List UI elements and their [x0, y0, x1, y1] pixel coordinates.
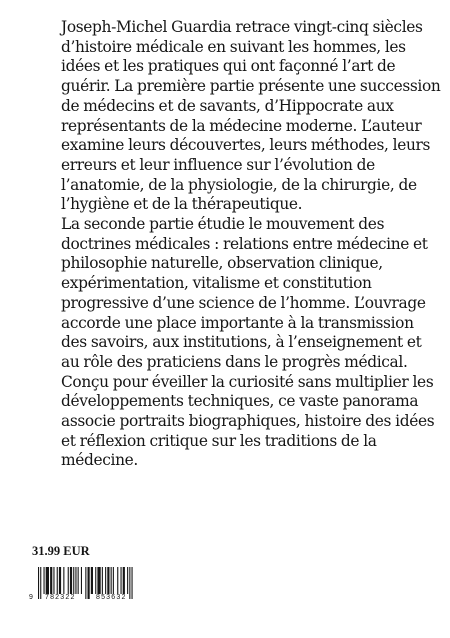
barcode-bar	[91, 567, 93, 594]
description-line: et réflexion critique sur les traditions de la	[61, 431, 377, 450]
barcode-bar	[121, 567, 122, 594]
barcode-bar	[63, 567, 64, 594]
barcode-bar	[59, 567, 61, 594]
description-line: l’anatomie, de la physiologie, de la chirurgie, de	[61, 175, 417, 194]
description-line: erreurs et leur influence sur l’évolution de	[61, 155, 375, 174]
barcode-bar	[53, 567, 54, 594]
description-line: examine leurs découvertes, leurs méthodes, leurs	[61, 136, 431, 155]
barcode-bar	[97, 567, 100, 594]
description-line: l’hygiène et de la thérapeutique.	[61, 195, 303, 214]
barcode-digits-left: 782322	[45, 594, 76, 601]
description-line: progressive d’une science de l’homme. L’ouvrage	[61, 293, 426, 312]
description-line: La seconde partie étudie le mouvement des	[61, 215, 385, 234]
barcode-digits-right: 853632	[96, 594, 127, 601]
barcode-bar	[73, 567, 74, 594]
description-line: philosophie naturelle, observation clinique,	[61, 254, 383, 273]
barcode-bar	[38, 567, 39, 599]
barcode-digit-first: 9	[29, 594, 33, 601]
description-line: Joseph-Michel Guardia retrace vingt-cinq siècles	[61, 18, 423, 36]
barcode-bar	[88, 567, 90, 599]
barcode-bar	[107, 567, 109, 594]
barcode-bar	[46, 567, 49, 594]
barcode-bar	[81, 567, 82, 594]
barcode-bar	[102, 567, 103, 594]
price-label: 31.99 EUR	[32, 544, 90, 558]
description-line: des savoirs, aux institutions, à l’enseignement et	[61, 333, 422, 352]
barcode-bar	[129, 567, 130, 599]
barcode-bar	[132, 567, 133, 599]
description-line: associe portraits biographiques, histoire des idées	[61, 412, 435, 431]
barcode-bar	[50, 567, 52, 594]
barcode-bar	[44, 567, 45, 594]
barcode-bar	[85, 567, 86, 599]
barcode-bar	[68, 567, 69, 594]
description-line: médecine.	[61, 451, 138, 470]
description-line: Conçu pour éveiller la curiosité sans multiplier les	[61, 372, 434, 391]
barcode-bar	[95, 567, 96, 594]
description-line: développements techniques, ce vaste panorama	[61, 392, 419, 411]
description-line: au rôle des praticiens dans le progrès médical.	[61, 352, 408, 371]
barcode-bar	[113, 567, 114, 594]
barcode-bar	[127, 567, 128, 594]
barcode-bar	[70, 567, 72, 594]
barcode-bar	[57, 567, 58, 594]
description-line: expérimentation, vitalisme et constitution	[61, 274, 372, 293]
barcode-bar	[123, 567, 125, 594]
isbn-barcode	[28, 565, 148, 605]
description-line: représentants de la médecine moderne. L’auteur	[61, 116, 422, 135]
description-line: d’histoire médicale en suivant les hommes, les	[61, 37, 406, 56]
description-line: guérir. La première partie présente une succession	[61, 77, 441, 96]
description-line: idées et les pratiques qui ont façonné l’art de	[61, 57, 396, 76]
barcode-bar	[111, 567, 112, 594]
barcode-bar	[117, 567, 118, 594]
back-cover-description	[61, 18, 441, 471]
description-line: accorde une place importante à la transmission	[61, 313, 414, 332]
barcode-bar	[78, 567, 79, 594]
barcode-bar	[105, 567, 106, 594]
barcode-bar	[40, 567, 41, 599]
description-line: de médecins et de savants, d’Hippocrate aux	[61, 96, 394, 115]
barcode-bar	[75, 567, 76, 594]
description-line: doctrines médicales : relations entre médecine et	[61, 234, 428, 253]
